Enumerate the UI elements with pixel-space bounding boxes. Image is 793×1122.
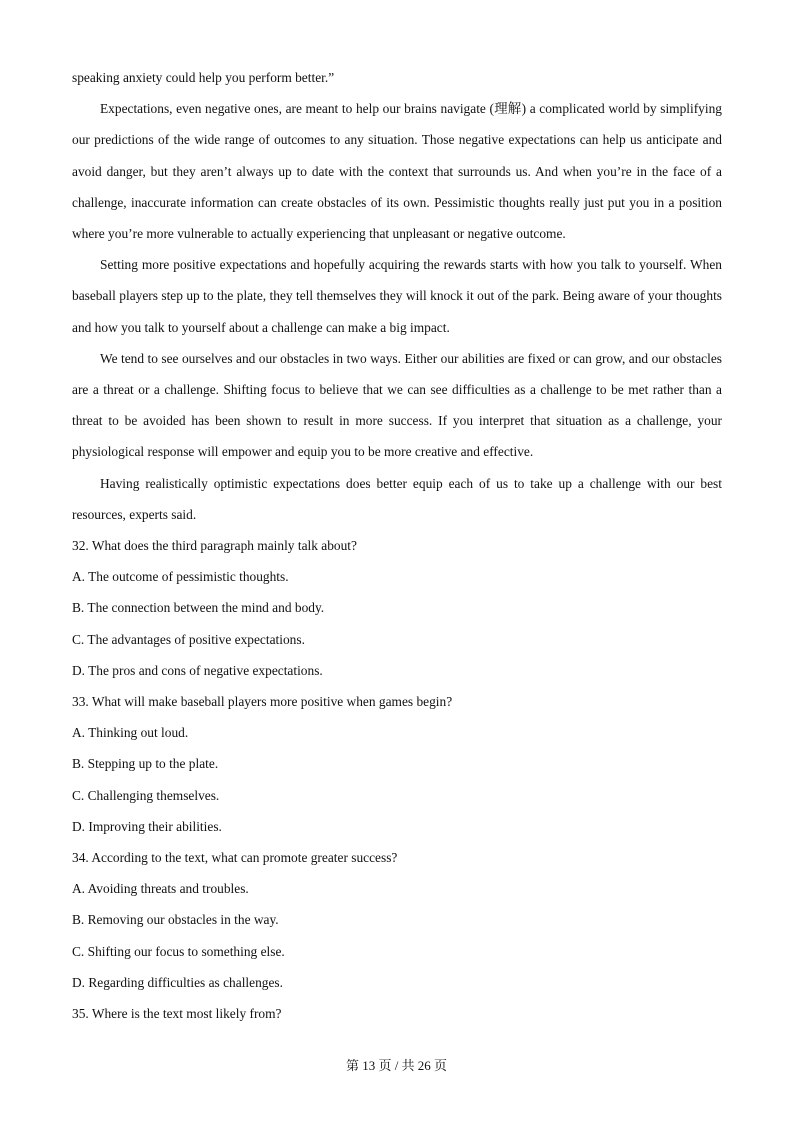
answer-option-c: C. The advantages of positive expectations.	[72, 631, 305, 647]
answer-option-c: C. Challenging themselves.	[72, 787, 220, 803]
question-list	[72, 530, 722, 1029]
question-34	[72, 842, 722, 998]
passage-paragraph: Having realistically optimistic expectations does better equip each of us to take up a challenge with our best resources, experts said.	[72, 475, 722, 522]
question-stem: 35. Where is the text most likely from?	[72, 1006, 282, 1022]
question-stem: 34. According to the text, what can promote greater success?	[72, 850, 398, 866]
passage-paragraph: speaking anxiety could help you perform better.”	[72, 70, 335, 85]
answer-option-c: C. Shifting our focus to something else.	[72, 943, 285, 959]
answer-option-d: D. Regarding difficulties as challenges.	[72, 974, 283, 990]
question-stem: 32. What does the third paragraph mainly talk about?	[72, 538, 357, 554]
document-body	[72, 62, 722, 1029]
answer-option-b: B. Stepping up to the plate.	[72, 756, 219, 772]
reading-passage	[72, 62, 722, 530]
answer-option-b: B. Removing our obstacles in the way.	[72, 912, 279, 928]
answer-option-a: A. Thinking out loud.	[72, 725, 189, 741]
answer-option-a: A. Avoiding threats and troubles.	[72, 881, 249, 897]
answer-option-d: D. The pros and cons of negative expectations.	[72, 662, 323, 678]
answer-option-d: D. Improving their abilities.	[72, 818, 222, 834]
question-33	[72, 686, 722, 842]
page-number-footer: 第 13 页 / 共 26 页	[345, 1058, 448, 1073]
passage-paragraph: Expectations, even negative ones, are meant to help our brains navigate (理解) a complicated world by simplifying our predictions of the wide range of outcomes to any situation. Those negative expectations can help us anticipate and avoid danger, but they aren’t always up to date with the context that surrounds us. And when you’re in the face of a challenge, inaccurate information can create obstacles of its own. Pessimistic thoughts really just put you in a position where you’re more vulnerable to actually experiencing that unpleasant or negative outcome.	[72, 101, 722, 242]
passage-paragraph: Setting more positive expectations and hopefully acquiring the rewards starts with how you talk to yourself. When baseball players step up to the plate, they tell themselves they will knock it out of the park. Being aware of your thoughts and how you talk to yourself about a challenge can make a big impact.	[72, 257, 722, 335]
passage-paragraph: We tend to see ourselves and our obstacles in two ways. Either our abilities are fixed or can grow, and our obstacles are a threat or a challenge. Shifting focus to believe that we can see difficulties as a challenge to be met rather than a threat to be avoided has been shown to result in more success. If you interpret that situation as a challenge, your physiological response will empower and equip you to be more creative and effective.	[72, 350, 722, 460]
question-32	[72, 530, 722, 686]
question-stem: 33. What will make baseball players more positive when games begin?	[72, 694, 453, 710]
answer-option-a: A. The outcome of pessimistic thoughts.	[72, 569, 289, 585]
answer-option-b: B. The connection between the mind and body.	[72, 600, 325, 616]
question-35	[72, 998, 722, 1029]
